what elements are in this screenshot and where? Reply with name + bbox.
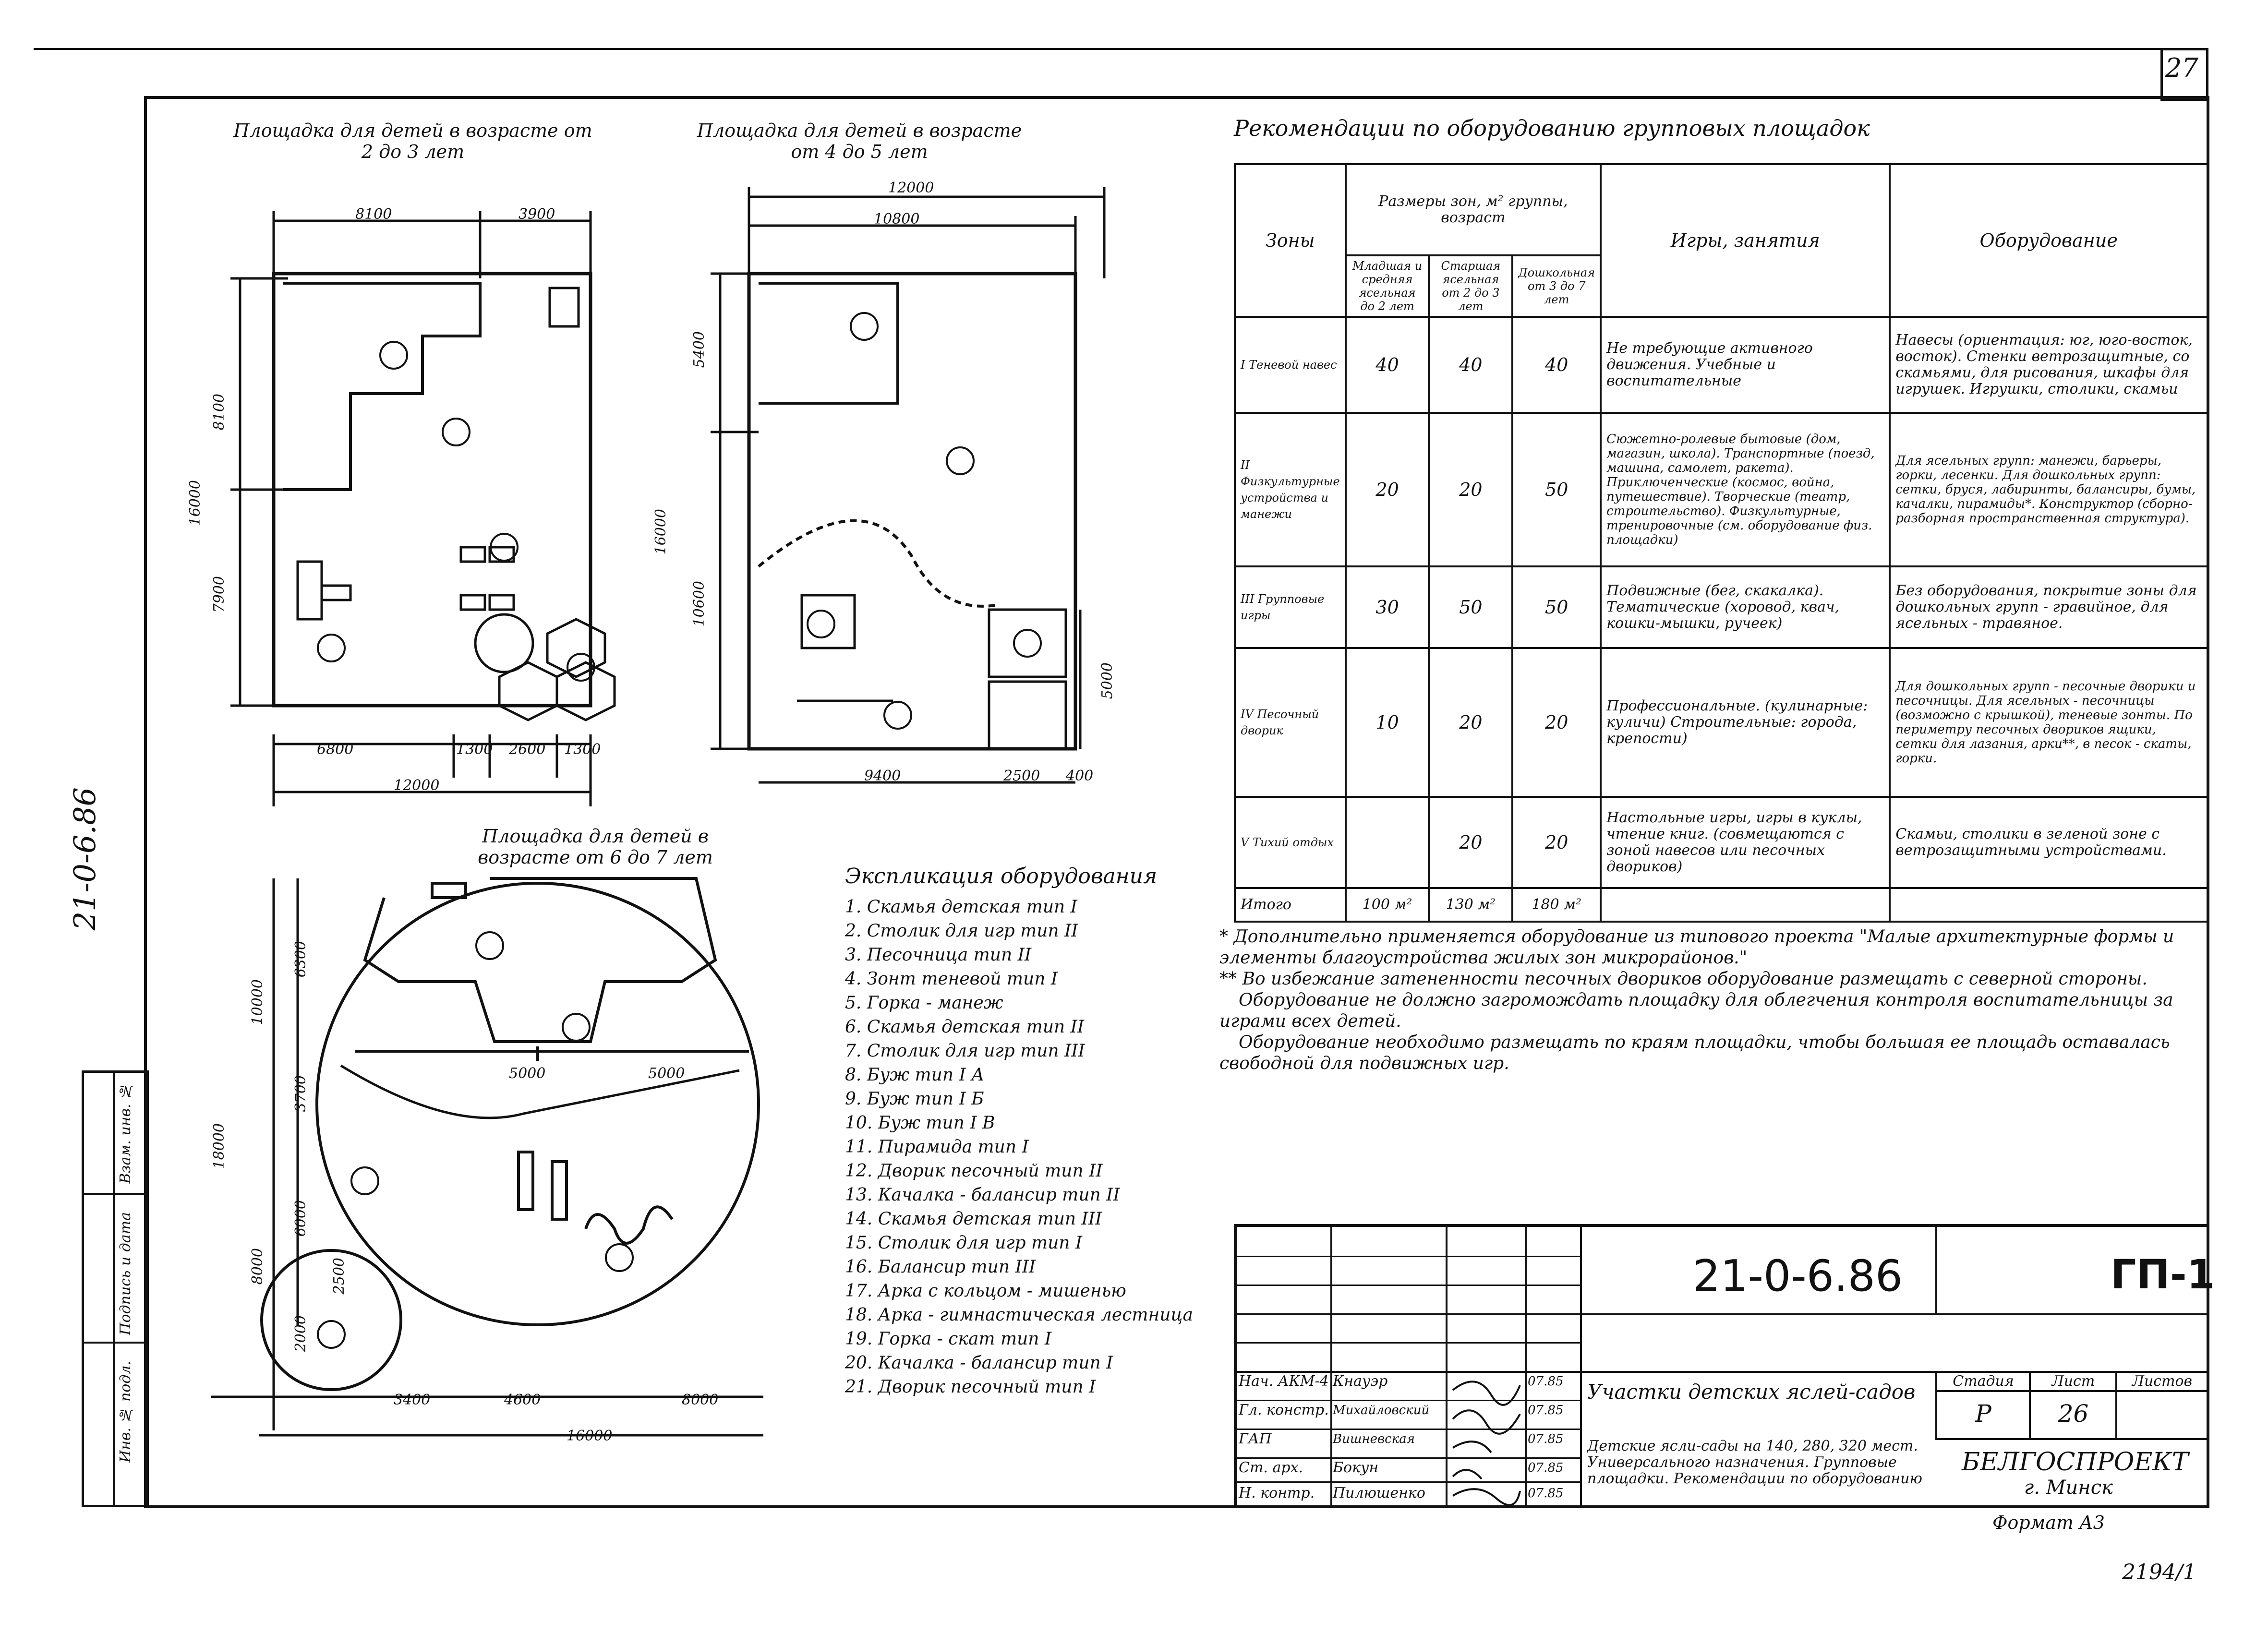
staff-date: 07.85 (1528, 1461, 1564, 1475)
row-c: 40 (1512, 317, 1601, 413)
legend-item: 14. Скамья детская тип III (845, 1209, 1102, 1229)
legend-item: 10. Буж тип I В (845, 1113, 995, 1133)
row-a: 10 (1346, 648, 1429, 797)
legend-item: 20. Качалка - балансир тип I (845, 1353, 1113, 1373)
staff-name: Кнауэр (1333, 1373, 1388, 1390)
format-label: Формат А3 (1992, 1512, 2105, 1533)
row-c: 50 (1512, 413, 1601, 566)
plan2-dim-top-total: 12000 (888, 180, 934, 196)
hdr-col-c: Дошкольная от 3 до 7 лет (1512, 255, 1601, 317)
plan3-dim-left-e: 8000 (249, 1248, 266, 1285)
row-a: 40 (1346, 317, 1429, 413)
legend-item: 6. Скамья детская тип II (845, 1017, 1085, 1037)
total-b: 130 м² (1429, 888, 1512, 922)
total-c: 180 м² (1512, 888, 1601, 922)
plan2-dim-bot-a: 9400 (864, 768, 901, 784)
row-c: 20 (1512, 797, 1601, 888)
plan1-dim-bot-c: 2600 (509, 741, 546, 758)
staff-date: 07.85 (1528, 1374, 1564, 1389)
plan3-dim-mid-b: 5000 (648, 1065, 685, 1082)
sheet-value: 26 (2058, 1400, 2089, 1428)
left-stamp (82, 1070, 149, 1507)
plan3-dim-left-g: 2000 (292, 1315, 309, 1352)
hdr-equipment: Оборудование (1890, 164, 2208, 317)
row-b: 20 (1429, 797, 1512, 888)
plan1-dim-top-b-label: 3900 (519, 206, 555, 223)
legend-item: 21. Дворик песочный тип I (845, 1377, 1096, 1397)
table-row (1235, 566, 2208, 648)
plan2-dim-bot-c: 400 (1066, 768, 1094, 784)
note-1: * Дополнительно применяется оборудование из типового проекта "Малые архитектурные формы и элементы благоустройства жилых зон микрорайонов." (1219, 927, 2174, 968)
note-4: Оборудование необходимо размещать по краям площадки, чтобы большая ее площадь оставалась свободной для подвижных игр. (1219, 1033, 2170, 1073)
staff-name: Пилюшенко (1333, 1485, 1425, 1501)
object-name: Участки детских яслей-садов (1587, 1380, 1916, 1404)
row-zone: IV Песочный дворик (1235, 648, 1346, 797)
staff-name: Вишневская (1333, 1432, 1415, 1446)
staff-date: 07.85 (1528, 1403, 1564, 1417)
plan3-dim-left-c: 3700 (292, 1075, 309, 1112)
plan2-dim-right-a: 5000 (1099, 662, 1116, 699)
plan2-dim-top-a: 10800 (874, 211, 920, 228)
notes (1219, 926, 2180, 1074)
plan1-dim-bot-d: 1300 (564, 741, 601, 758)
stage-label: Стадия (1953, 1373, 2014, 1390)
plan2-drawing (663, 182, 1123, 806)
side-code: 21-0-6.86 (67, 787, 102, 931)
row-zone: II Физкультурные устройства и манежи (1235, 413, 1346, 566)
row-c: 50 (1512, 566, 1601, 648)
legend-item: 8. Буж тип I А (845, 1065, 985, 1085)
plan1-dim-left-a: 8100 (211, 394, 228, 431)
staff-name: Михайловский (1333, 1403, 1430, 1417)
plan3-dim-left-d: 6000 (292, 1200, 309, 1237)
plan3-dim-bot-a: 3400 (394, 1392, 431, 1408)
legend-item: 12. Дворик песочный тип II (845, 1161, 1103, 1181)
plan3-title: Площадка для детей в возрасте от 6 до 7 лет (478, 826, 713, 868)
org-name: БЕЛГОСПРОЕКТ (1962, 1448, 2189, 1477)
hdr-games: Игры, занятия (1601, 164, 1890, 317)
inventory-mark: 2194/1 (2122, 1560, 2196, 1585)
table-row (1235, 317, 2208, 413)
row-zone: V Тихий отдых (1235, 797, 1346, 888)
row-equip: Для дошкольных групп - песочные дворики и песочницы. Для ясельных - песочницы (возможно с крышкой), теневые зонты. По периметру песочных двориков ящики, сетки для лазания, арки**, в песок - скаты, горки. (1890, 648, 2208, 797)
row-games: Профессиональные. (кулинарные: куличи) Строительные: города, крепости) (1601, 648, 1890, 797)
row-b: 20 (1429, 413, 1512, 566)
row-a: 20 (1346, 413, 1429, 566)
staff-role: Н. контр. (1239, 1485, 1315, 1501)
legend-item: 15. Столик для игр тип I (845, 1233, 1083, 1253)
staff-name: Бокун (1333, 1459, 1379, 1476)
total-a: 100 м² (1346, 888, 1429, 922)
stamp-sign-date: Подпись и дата (117, 1212, 134, 1335)
plan1-title: Площадка для детей в возрасте от 2 до 3 лет (233, 120, 592, 162)
legend-item: 7. Столик для игр тип III (845, 1041, 1085, 1061)
legend-item: 3. Песочница тип II (845, 945, 1032, 965)
hdr-col-b: Старшая ясельная от 2 до 3 лет (1429, 255, 1512, 317)
legend-item: 16. Балансир тип III (845, 1257, 1036, 1277)
sheet-label: Лист (2051, 1373, 2095, 1390)
row-zone: III Групповые игры (1235, 566, 1346, 648)
staff-date: 07.85 (1528, 1432, 1564, 1446)
plan2-dim-left-total: 16000 (652, 509, 669, 555)
row-equip: Без оборудования, покрытие зоны для дошкольных групп - гравийное, для ясельных - травяное. (1890, 566, 2208, 648)
total-label: Итого (1235, 888, 1346, 922)
plan1-drawing (192, 202, 653, 826)
legend-item: 18. Арка - гимнастическая лестница (845, 1305, 1194, 1325)
legend-item: 2. Столик для игр тип II (845, 921, 1078, 941)
title-code: 21-0-6.86 (1693, 1251, 1903, 1301)
legend-item: 11. Пирамида тип I (845, 1137, 1029, 1157)
legend-title: Экспликация оборудования (845, 864, 1158, 889)
plan1-dim-top-a-label: 8100 (355, 206, 392, 223)
sheets-label: Листов (2132, 1373, 2193, 1390)
stamp-inv-no: Инв. № подл. (117, 1361, 134, 1463)
signatures (1448, 1371, 1525, 1505)
note-3: Оборудование не должно загромождать площадку для облегчения контроля воспитательницы за играми всех детей. (1219, 990, 2173, 1031)
row-a (1346, 797, 1429, 888)
plan3-dim-left-f: 2500 (331, 1258, 348, 1295)
sheet-description: Детские ясли-сады на 140, 280, 320 мест. Универсального назначения. Групповые площадки. Рекомендации по оборудованию (1587, 1438, 1922, 1487)
page-number: 27 (2165, 53, 2198, 83)
top-frame-line (34, 48, 2206, 50)
plan1-dim-bot-b: 1300 (456, 741, 493, 758)
staff-role: Нач. АКМ-4 (1239, 1373, 1329, 1390)
table-row (1235, 797, 2208, 888)
legend-item: 19. Горка - скат тип I (845, 1329, 1052, 1349)
plan3-dim-left-a: 10000 (249, 979, 266, 1025)
plan1-dim-bot-a: 6800 (317, 741, 354, 758)
legend-item: 9. Буж тип I Б (845, 1089, 984, 1109)
plan2-dim-left-a: 5400 (691, 331, 708, 368)
row-b: 50 (1429, 566, 1512, 648)
recommend-table (1234, 163, 2208, 923)
staff-role: Ст. арх. (1239, 1459, 1303, 1476)
plan1-dim-left-b: 7900 (211, 576, 228, 613)
hdr-col-a: Младшая и средняя ясельная до 2 лет (1346, 255, 1429, 317)
plan3-dim-bot-c: 8000 (682, 1392, 719, 1408)
legend-item: 1. Скамья детская тип I (845, 897, 1077, 917)
title-block (1234, 1224, 2215, 1505)
row-games: Не требующие активного движения. Учебные и воспитательные (1601, 317, 1890, 413)
plan2-title: Площадка для детей в возрасте от 4 до 5 лет (697, 120, 1022, 162)
plan3-dim-left-b: 6300 (292, 941, 309, 978)
plan3-dim-bot-b: 4600 (504, 1392, 541, 1408)
staff-role: Гл. констр. (1239, 1402, 1329, 1418)
hdr-zones: Зоны (1235, 164, 1346, 317)
plan3-dim-bot-total: 16000 (567, 1428, 613, 1444)
staff-date: 07.85 (1528, 1486, 1564, 1501)
title-sheet-mark: ГП-1 (2111, 1251, 2215, 1298)
row-equip: Навесы (ориентация: юг, юго-восток, восток). Стенки ветрозащитные, со скамьями, для рисования, шкафы для игрушек. Игрушки, столики, скамьи (1890, 317, 2208, 413)
plan1-dim-left-total: 16000 (187, 480, 204, 526)
plan2-dim-bot-b: 2500 (1003, 768, 1040, 784)
plan3-dim-left-total: 18000 (211, 1123, 228, 1169)
stage-value: Р (1975, 1400, 1991, 1428)
legend (845, 864, 1239, 1399)
legend-item: 13. Качалка - балансир тип II (845, 1185, 1120, 1205)
row-games: Подвижные (бег, скакалка). Тематические (хоровод, квач, кошки-мышки, ручеек) (1601, 566, 1890, 648)
hdr-sizes: Размеры зон, м² группы, возраст (1346, 164, 1601, 255)
plan1-dim-bot-total: 12000 (394, 777, 440, 794)
stamp-replace-inv: Взам. инв. № (117, 1082, 134, 1184)
recommend-title: Рекомендации по оборудованию групповых площадок (1234, 115, 1870, 141)
legend-item: 5. Горка - манеж (845, 993, 1003, 1013)
staff-role: ГАП (1239, 1430, 1272, 1447)
plan3-dim-mid-a: 5000 (509, 1065, 546, 1082)
table-row (1235, 413, 2208, 566)
note-2: ** Во избежание затененности песочных двориков оборудование размещать с северной стороны. (1219, 969, 2147, 989)
legend-item: 4. Зонт теневой тип I (845, 969, 1058, 989)
legend-item: 17. Арка с кольцом - мишенью (845, 1281, 1126, 1301)
row-a: 30 (1346, 566, 1429, 648)
row-games: Настольные игры, игры в куклы, чтение книг. (совмещаются с зоной навесов или песочных двориков) (1601, 797, 1890, 888)
table-row (1235, 648, 2208, 797)
plan2-dim-left-b: 10600 (691, 581, 708, 627)
row-games: Сюжетно-ролевые бытовые (дом, магазин, школа). Транспортные (поезд, машина, самолет, ракета). Приключенческие (космос, война, путешествие). Творческие (театр, строительство). Физкультурные, тренировочные (см. оборудование физ. площадки) (1601, 413, 1890, 566)
row-equip: Для ясельных групп: манежи, барьеры, горки, лесенки. Для дошкольных групп: сетки, бруся, лабиринты, балансиры, бумы, качалки, пирамиды*. Конструктор (сборно-разборная пространственная структура). (1890, 413, 2208, 566)
row-zone: I Теневой навес (1235, 317, 1346, 413)
table-row-total (1235, 888, 2208, 922)
row-b: 40 (1429, 317, 1512, 413)
org-city: г. Минск (2024, 1477, 2113, 1499)
row-c: 20 (1512, 648, 1601, 797)
row-equip: Скамьи, столики в зеленой зоне с ветрозащитными устройствами. (1890, 797, 2208, 888)
row-b: 20 (1429, 648, 1512, 797)
